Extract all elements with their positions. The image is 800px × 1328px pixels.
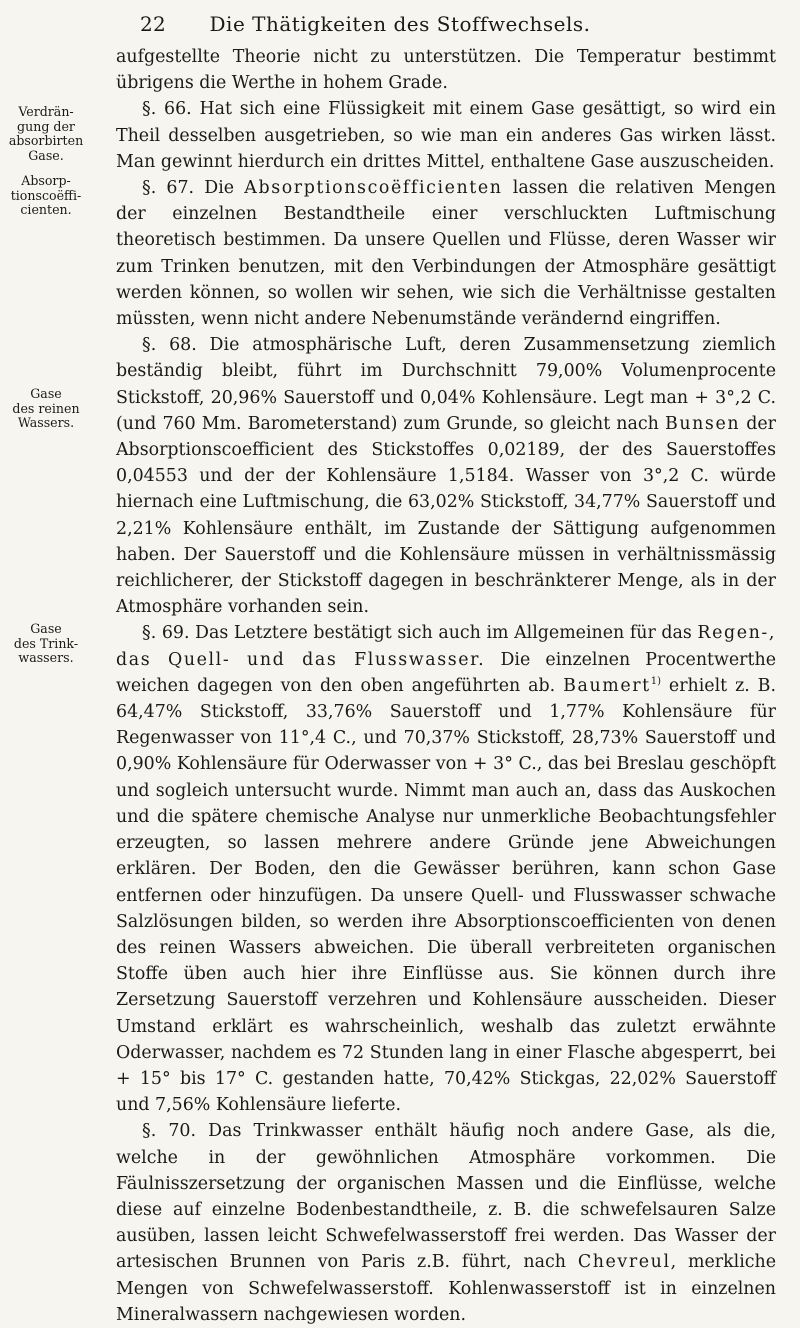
name-baumert: Baumert — [563, 675, 651, 696]
paragraph-intro: aufgestellte Theorie nicht zu unterstützen. Die Temperatur bestimmt übrigens die Werthe in hohem Grade. — [116, 47, 776, 94]
footnote-marker: 1) — [650, 676, 661, 688]
paragraph-70: §. 70. Das Trinkwasser enthält häufig noch andere Gase, als die, welche in der gewöhnlichen Atmosphäre vorkommen. Die Fäulnisszersetzung der organischen Massen und die Einflüsse, welche diese auf einzelne Bodenbestandtheile, z. B. die schwefelsauren Salze ausüben, lassen leicht Schwefelwasserstoff frei werden. Das Wasser der artesischen Brunnen von Paris z.B. führt, nach Chevreul, merkliche Mengen von Schwefelwasserstoff. Kohlenwasserstoff ist in einzelnen Mineralwassern nachgewiesen worden. — [116, 1121, 776, 1325]
name-chevreul: Chevreul — [577, 1252, 671, 1273]
margin-note-verdraengung: Verdrän- gung der absorbirten Gase. — [8, 104, 84, 163]
margin-note-trinkwasser: Gase des Trink- wassers. — [13, 621, 79, 665]
paragraph-66: §. 66. Hat sich eine Flüssigkeit mit einem Gase gesättigt, so wird ein Theil desselben ausgetrieben, so wie man ein anderes Gas wirken lässt. Man gewinnt hierdurch ein drittes Mittel, enthaltene Gase auszuscheiden. — [116, 99, 776, 172]
term-wasserarten: Regen-, das Quell- und das Flusswasser. — [116, 623, 776, 670]
term-absorptionscoefficienten: Absorptionscoëfficienten — [244, 178, 503, 199]
paragraph-68: §. 68. Die atmosphärische Luft, deren Zusammensetzung ziemlich beständig bleibt, führt im Durchschnitt 79,00% Volumenprocente Stickstoff, 20,96% Sauerstoff und 0,04% Kohlensäure. Legt man + 3°,2 C. (und 760 Mm. Barometerstand) zum Grunde, so gleicht nach Bunsen der Absorptionscoefficient des Stickstoffes 0,02189, der des Sauerstoffes 0,04553 und der der Kohlensäure 1,5184. Wasser von 3°,2 C. würde hiernach eine Luftmischung, die 63,02% Stickstoff, 34,77% Sauerstoff und 2,21% Kohlensäure enthält, im Zustande der Sättigung aufgenommen haben. Der Sauerstoff und die Kohlensäure müssen in verhältnissmässig reichlicherer, der Stickstoff dagegen in beschränkterer Menge, als in der Atmosphäre vorhanden sein. — [116, 335, 776, 618]
margin-note-reines-wasser: Gase des reinen Wassers. — [12, 386, 80, 430]
page-number: 22 — [140, 12, 167, 36]
paragraph-67: §. 67. Die Absorptionscoëfficienten lassen die relativen Mengen der einzelnen Bestandtheile einer verschluckten Luftmischung theoretisch bestimmen. Da unsere Quellen und Flüsse, deren Wasser wir zum Trinken benutzen, mit den Verbindungen der Atmosphäre gesättigt werden können, so wollen wir sehen, wie sich die Verhältnisse gestalten müssten, wenn nicht andere Nebenumstände verändernd eingriffen. — [116, 178, 776, 330]
page-header — [0, 12, 800, 42]
paragraph-69: §. 69. Das Letztere bestätigt sich auch im Allgemeinen für das Regen-, das Quell- und das Flusswasser. Die einzelnen Procentwerthe weichen dagegen von den oben angeführten ab. Baumert$^{1)}$ erhielt z. B. 64,47% Stickstoff, 33,76% Sauerstoff und 1,77% Kohlensäure für Regenwasser von 11°,4 C., und 70,37% Stickstoff, 28,73% Sauerstoff und 0,90% Kohlensäure für Oderwasser von + 3° C., das bei Breslau geschöpft und sogleich untersucht wurde. Nimmt man auch an, dass das Auskochen und die spätere chemische Analyse nur unmerkliche Beobachtungsfehler erzeugten, so lassen mehrere andere Gründe jene Abweichungen erklären. Der Boden, den die Gewässer berühren, kann schon Gase entfernen oder hinzufügen. Da unsere Quell- und Flusswasser schwache Salzlösungen bilden, so werden ihre Absorptionscoefficienten von denen des reinen Wassers abweichen. Die überall verbreiteten organischen Stoffe üben auch hier ihre Einflüsse aus. Sie können durch ihre Zersetzung Sauerstoff verzehren und Kohlensäure ausscheiden. Dieser Umstand erklärt es wahrscheinlich, weshalb das zuletzt erwähnte Oderwasser, nachdem es 72 Stunden lang in einer Flasche abgesperrt, bei + 15° bis 17° C. gestanden hatte, 70,42% Stickgas, 22,02% Sauerstoff und 7,56% Kohlensäure lieferte. — [116, 623, 776, 1116]
margin-note-absorption: Absorp- tionscoëffi- cienten. — [10, 173, 82, 217]
body-text — [116, 44, 776, 1328]
running-title: Die Thätigkeiten des Stoffwechsels. — [209, 12, 591, 36]
name-bunsen: Bunsen — [664, 413, 741, 434]
